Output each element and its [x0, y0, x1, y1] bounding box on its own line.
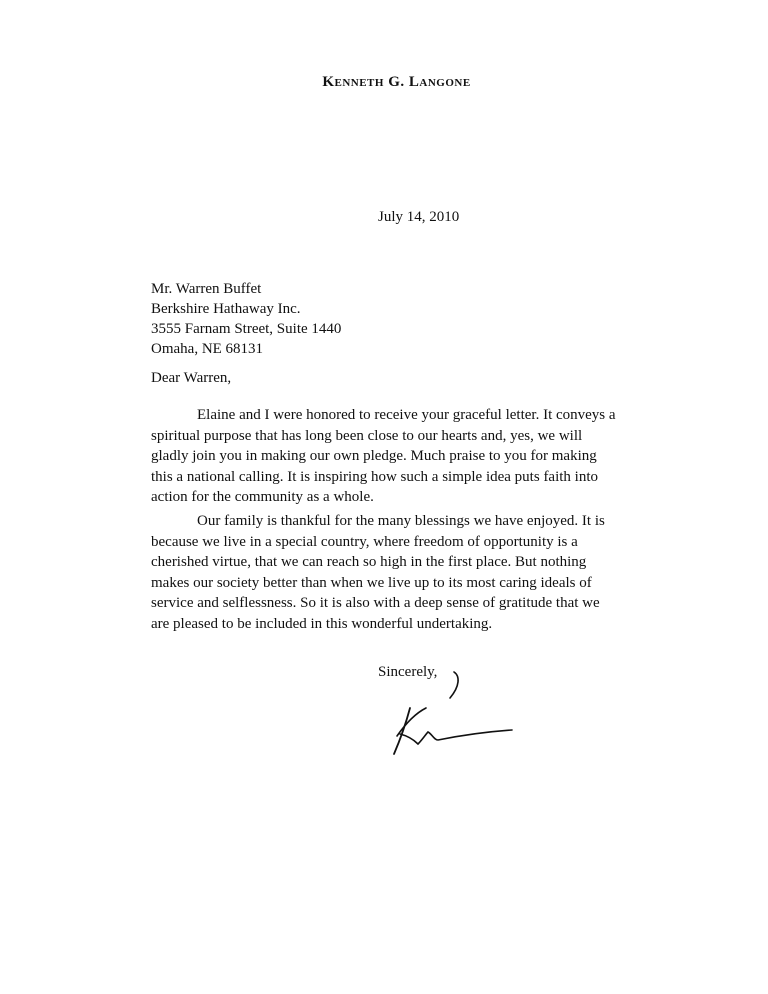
recipient-company: Berkshire Hathaway Inc.	[151, 301, 301, 317]
recipient-name: Mr. Warren Buffet	[151, 281, 262, 297]
letter-date: July 14, 2010	[378, 209, 460, 225]
body-paragraph-1: Elaine and I were honored to receive your graceful letter. It conveys a spiritual purpose that has long been close to our hearts and, yes, we will gladly join you in making our own pledge. Much praise to you for making this a national calling. It is inspiring how such a simple idea puts faith into action for the community as a whole.	[151, 407, 616, 505]
body-paragraph-2: Our family is thankful for the many blessings we have enjoyed. It is because we live in a special country, where freedom of opportunity is a cherished virtue, that we can reach so high in the first place. But nothing makes our society better than when we live up to its most caring ideals of service and selflessness. So it is also with a deep sense of gratitude that we are pleased to be included in this wonderful undertaking.	[151, 513, 605, 632]
closing: Sincerely,	[378, 664, 438, 680]
signature-icon	[388, 668, 518, 768]
recipient-street: 3555 Farnam Street, Suite 1440	[151, 321, 342, 337]
recipient-address	[151, 279, 341, 359]
salutation: Dear Warren,	[151, 370, 232, 386]
recipient-city: Omaha, NE 68131	[151, 341, 264, 357]
letterhead-name: Kenneth G. Langone	[322, 74, 471, 90]
